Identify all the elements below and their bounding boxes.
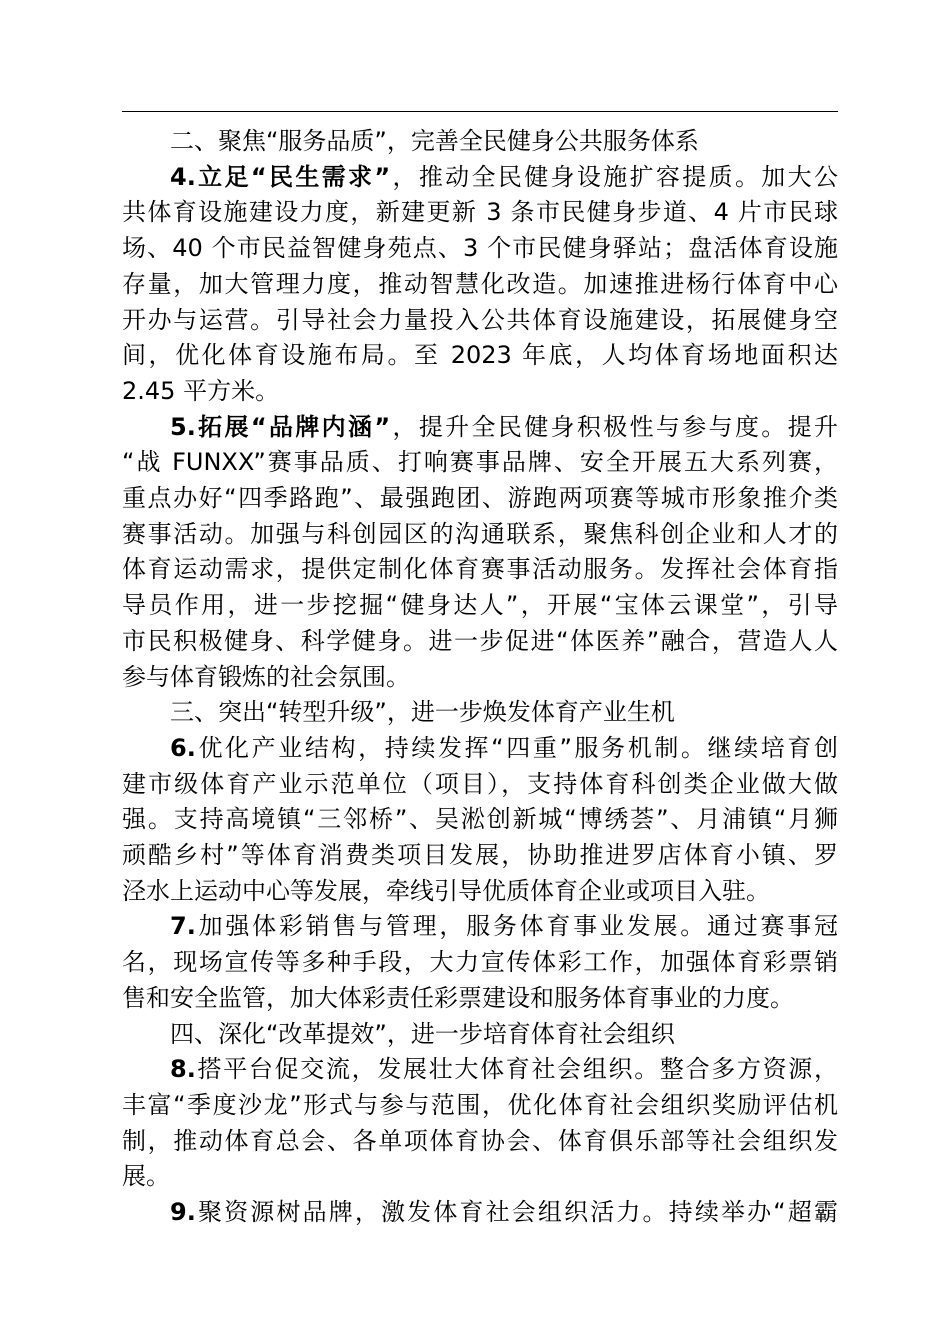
text-line [122, 1195, 838, 1231]
text-line: 强。支持高境镇“三邻桥”、吴淞创新城“博绣荟”、月浦镇“月狮 [122, 805, 838, 834]
text-line-rest: 搭平台促交流，发展壮大体育社会组织。整合多方资源， [195, 1055, 838, 1084]
text-line-rest: 聚资源树品牌，激发体育社会组织活力。持续举办“超霸 [195, 1198, 838, 1227]
paragraph-item-7 [122, 909, 838, 1016]
text-line: 售和安全监管，加大体彩责任彩票建设和服务体育事业的力度。 [122, 983, 794, 1012]
text-line: 制，推动体育总会、各单项体育协会、体育俱乐部等社会组织发 [122, 1126, 838, 1155]
section-heading-4 [122, 1017, 838, 1053]
text-line-rest: ，提升全民健身积极性与参与度。提升 [390, 412, 838, 441]
header-rule [122, 111, 838, 112]
text-line: 顽酷乡村”等体育消费类项目发展，协助推进罗店体育小镇、罗 [122, 841, 838, 870]
text-line [122, 1052, 838, 1088]
text-line: 市民积极健身、科学健身。进一步促进“体医养”融合，营造人人 [122, 626, 838, 655]
paragraph-lead: 6. [170, 733, 196, 762]
text-line [122, 410, 838, 446]
text-line: 共体育设施建设力度，新建更新 3 条市民健身步道、4 片市民球 [122, 198, 838, 227]
text-line: 展。 [122, 1162, 170, 1191]
section-heading-2 [122, 124, 838, 160]
text-line: 二、聚焦“服务品质”，完善全民健身公共服务体系 [170, 127, 699, 155]
text-line: 四、深化“改革提效”，进一步培育体育社会组织 [170, 1019, 675, 1048]
paragraph-item-4 [122, 160, 838, 410]
text-line: 泾水上运动中心等发展，牵线引导优质体育企业或项目入驻。 [122, 876, 770, 905]
text-line: 参与体育锻炼的社会氛围。 [122, 662, 410, 691]
text-line: 丰富“季度沙龙”形式与参与范围，优化体育社会组织奖励评估机 [122, 1090, 838, 1119]
text-line: 名，现场宣传等多种手段，大力宣传体彩工作，加强体育彩票销 [122, 948, 838, 977]
paragraph-item-9 [122, 1195, 838, 1231]
text-line: 赛事活动。加强与科创园区的沟通联系，聚焦科创企业和人才的 [122, 519, 838, 548]
paragraph-item-5 [122, 410, 838, 696]
paragraph-lead: 5.拓展“品牌内涵” [170, 412, 391, 441]
paragraph-lead: 8. [170, 1055, 196, 1084]
text-line [122, 909, 838, 945]
paragraph-item-6 [122, 731, 838, 910]
text-line: 间，优化体育设施布局。至 2023 年底，人均体育场地面积达 [122, 341, 838, 370]
text-line [122, 731, 838, 767]
section-heading-3 [122, 695, 838, 731]
text-line-rest: 加强体彩销售与管理，服务体育事业发展。通过赛事冠 [195, 912, 838, 941]
text-line: 体育运动需求，提供定制化体育赛事活动服务。发挥社会体育指 [122, 555, 838, 584]
text-line: 场、40 个市民益智健身苑点、3 个市民健身驿站；盘活体育设施 [122, 234, 838, 263]
text-line: 建市级体育产业示范单位（项目），支持体育科创类企业做大做 [122, 769, 838, 798]
text-line: “战 FUNXX”赛事品质、打响赛事品牌、安全开展五大系列赛， [122, 448, 838, 477]
text-line-rest: 优化产业结构，持续发挥“四重”服务机制。继续培育创 [195, 733, 838, 762]
text-line-rest: ，推动全民健身设施扩容提质。加大公 [390, 162, 838, 191]
paragraph-lead: 7. [170, 912, 196, 941]
paragraph-lead: 9. [170, 1198, 196, 1227]
text-line: 三、突出“转型升级”，进一步焕发体育产业生机 [170, 698, 675, 727]
text-line: 存量，加大管理力度，推动智慧化改造。加速推进杨行体育中心 [122, 269, 838, 298]
text-line: 导员作用，进一步挖掘“健身达人”，开展“宝体云课堂”，引导 [122, 591, 838, 620]
paragraph-lead: 4.立足“民生需求” [170, 162, 391, 191]
text-line [122, 160, 838, 196]
document-body [122, 124, 838, 1231]
text-line: 重点办好“四季路跑”、最强跑团、游跑两项赛等城市形象推介类 [122, 484, 838, 513]
text-line: 开办与运营。引导社会力量投入公共体育设施建设，拓展健身空 [122, 305, 838, 334]
text-line: 2.45 平方米。 [122, 376, 280, 405]
paragraph-item-8 [122, 1052, 838, 1195]
